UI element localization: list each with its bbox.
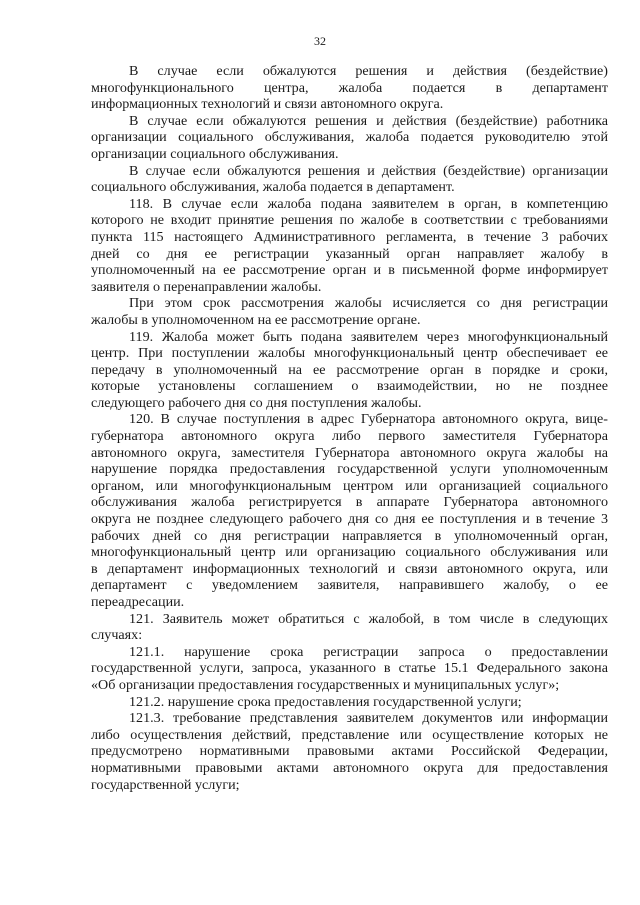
- text-line: жалобы в уполномоченном на ее рассмотрение органе.: [91, 311, 421, 328]
- paragraph: [91, 196, 608, 296]
- text-line: либо осуществления действий, представление или осуществление которых не: [91, 726, 608, 743]
- text-line: которого не входит принятие решения по жалобе в соответствии с требованиями: [91, 212, 608, 229]
- paragraph: [91, 63, 608, 113]
- text-line: предусмотрено нормативными правовыми актами Российской Федерации,: [91, 743, 608, 760]
- paragraph: [91, 411, 608, 610]
- text-line: автономного округа, заместителя Губернатора автономного округа жалобы на: [91, 444, 608, 461]
- text-line: центр. При поступлении жалобы многофункциональный центр обеспечивает ее: [91, 345, 608, 362]
- text-line: округа не позднее следующего рабочего дня со дня ее поступления и в течение 3: [91, 511, 608, 528]
- paragraph: [91, 611, 608, 644]
- text-line: органом, или многофункциональным центром или организацией социального: [91, 477, 608, 494]
- text-line: следующего рабочего дня со дня поступления жалобы.: [91, 394, 422, 411]
- text-line: «Об организации предоставления государственных и муниципальных услуг»;: [91, 676, 560, 693]
- paragraph: [91, 295, 608, 328]
- text-line: 119. Жалоба может быть подана заявителем через многофункциональный: [129, 328, 608, 345]
- text-line: В случае если обжалуются решения и действия (бездействие): [129, 63, 608, 79]
- text-line: рабочих дней со дня регистрации направляется в уполномоченный орган,: [91, 527, 608, 544]
- paragraph: [91, 113, 608, 163]
- text-line: многофункциональный центр или организацию социального обслуживания или: [91, 544, 608, 561]
- text-line: государственной услуги;: [91, 776, 240, 793]
- document-body: [91, 63, 608, 793]
- text-line: организации социального обслуживания, жалоба подается руководителю этой: [91, 129, 608, 146]
- paragraph: [91, 644, 608, 694]
- text-line: 121. Заявитель может обратиться с жалобой, в том числе в следующих: [129, 610, 608, 627]
- text-line: губернатора автономного округа либо первого заместителя Губернатора: [91, 428, 608, 445]
- text-line: государственной услуги, запроса, указанного в статье 15.1 Федерального закона: [91, 660, 608, 677]
- text-line: организации социального обслуживания.: [91, 145, 339, 162]
- text-line: которые установлены соглашением о взаимодействии, но не позднее: [91, 378, 608, 395]
- text-line: При этом срок рассмотрения жалобы исчисляется со дня регистрации: [129, 295, 608, 312]
- text-line: заявителя о перенаправлении жалобы.: [91, 278, 322, 295]
- text-line: в департамент информационных технологий и связи автономного округа, или: [91, 560, 608, 577]
- paragraph: [91, 163, 608, 196]
- text-line: В случае если обжалуются решения и действия (бездействие) организации: [129, 162, 608, 179]
- text-line: 120. В случае поступления в адрес Губернатора автономного округа, вице-: [129, 411, 608, 428]
- text-line: передачу в уполномоченный на ее рассмотрение орган в порядке и сроки,: [91, 361, 608, 378]
- text-line: информационных технологий и связи автономного округа.: [91, 96, 444, 113]
- text-line: нормативными правовыми актами автономного округа для предоставления: [91, 759, 608, 776]
- text-line: В случае если обжалуются решения и действия (бездействие) работника: [129, 112, 608, 129]
- text-line: департамент с уведомлением заявителя, направившего жалобу, о ее: [91, 577, 608, 594]
- paragraph: [91, 329, 608, 412]
- page-number: 32: [314, 34, 326, 48]
- text-line: обслуживания жалоба регистрируется в аппарате Губернатора автономного: [91, 494, 608, 511]
- text-line: случаях:: [91, 627, 143, 644]
- text-line: пункта 115 настоящего Административного регламента, в течение 3 рабочих: [91, 228, 608, 245]
- paragraph: [91, 710, 608, 793]
- text-line: 121.2. нарушение срока предоставления государственной услуги;: [129, 693, 522, 710]
- text-line: 121.1. нарушение срока регистрации запроса о предоставлении: [129, 643, 608, 660]
- text-line: уполномоченный на ее рассмотрение орган и в письменной форме информирует: [91, 262, 608, 279]
- text-line: нарушение порядка предоставления государственной услуги уполномоченным: [91, 461, 608, 478]
- text-line: 121.3. требование представления заявителем документов или информации: [129, 710, 608, 727]
- text-line: социального обслуживания, жалоба подается в департамент.: [91, 179, 455, 196]
- paragraph: [91, 694, 608, 711]
- text-line: переадресации.: [91, 594, 185, 610]
- text-line: дней со дня ее регистрации указанный орган направляет жалобу в: [91, 245, 608, 262]
- text-line: 118. В случае если жалоба подана заявителем в орган, в компетенцию: [129, 195, 608, 212]
- text-line: многофункционального центра, жалоба подается в департамент: [91, 79, 608, 96]
